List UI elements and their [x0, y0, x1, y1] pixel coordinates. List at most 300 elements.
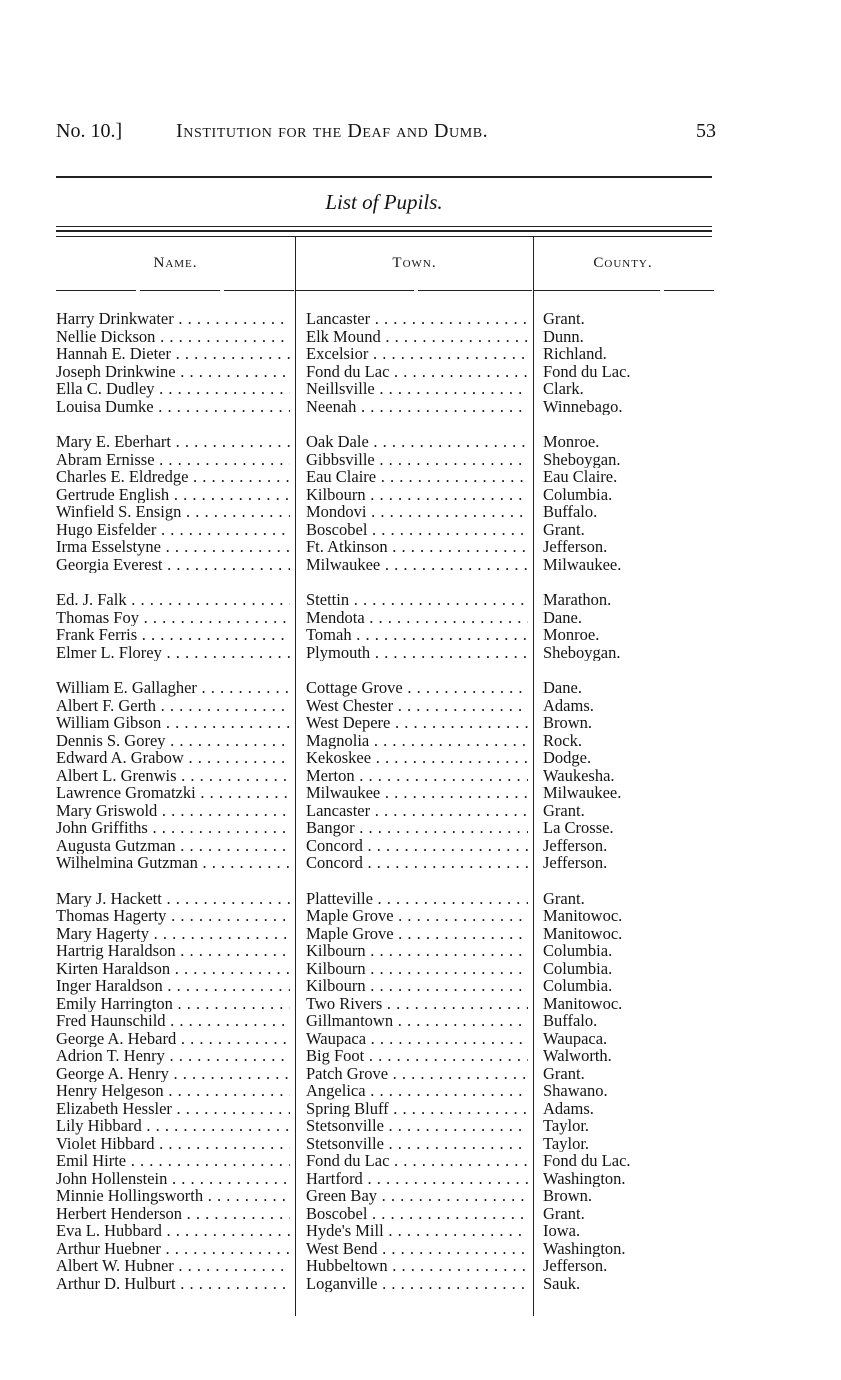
pupil-name — [56, 1222, 290, 1240]
pupil-name-text: Minnie Hollingsworth — [56, 1187, 204, 1205]
pupil-name — [56, 697, 290, 715]
table-row — [0, 1117, 841, 1135]
pupil-town — [306, 942, 528, 960]
pupil-name-text: Frank Ferris — [56, 626, 138, 644]
pupil-town-text: Milwaukee — [306, 555, 381, 573]
pupil-town-text: Concord — [306, 854, 363, 872]
header-underline — [224, 290, 294, 291]
pupil-town-text: Hartford — [306, 1169, 363, 1187]
table-row — [0, 977, 841, 995]
pupil-county-text: Columbia. — [543, 485, 613, 503]
pupil-list — [0, 310, 841, 1310]
pupil-county-text: Columbia. — [543, 959, 613, 977]
pupil-county — [543, 907, 723, 925]
pupil-town — [306, 609, 528, 627]
pupil-town — [306, 802, 528, 820]
pupil-name-text: Emily Harrington — [56, 994, 173, 1012]
table-row — [0, 538, 841, 556]
pupil-county — [543, 1030, 723, 1048]
pupil-county-text: Milwaukee. — [543, 555, 622, 573]
pupil-town-text: Hyde's Mill — [306, 1222, 384, 1240]
pupil-name-text: George A. Hebard — [56, 1029, 177, 1047]
pupil-town-text: Loganville — [306, 1274, 378, 1292]
pupil-town — [306, 1222, 528, 1240]
pupil-town — [306, 380, 528, 398]
pupil-town — [306, 890, 528, 908]
pupil-town-text: Gillmantown — [306, 1012, 394, 1030]
pupil-county-text: Clark. — [543, 380, 584, 398]
pupil-county — [543, 503, 723, 521]
pupil-town — [306, 925, 528, 943]
table-row — [0, 942, 841, 960]
pupil-county-text: Fond du Lac. — [543, 1152, 631, 1170]
pupil-town — [306, 398, 528, 416]
pupil-county — [543, 1100, 723, 1118]
pupil-town-text: Mondovi — [306, 503, 367, 521]
table-row — [0, 1187, 841, 1205]
pupil-town-text: Concord — [306, 836, 363, 854]
pupil-county-text: Taylor. — [543, 1134, 590, 1152]
pupil-name — [56, 1187, 290, 1205]
pupil-town-text: Tomah — [306, 626, 352, 644]
pupil-name-text: Arthur D. Hulburt — [56, 1274, 176, 1292]
pupil-county — [543, 468, 723, 486]
pupil-town-text: Maple Grove — [306, 907, 394, 925]
pupil-name-text: Arthur Huebner — [56, 1239, 161, 1257]
pupil-town — [306, 1030, 528, 1048]
table-row — [0, 503, 841, 521]
pupil-town-text: Kilbourn — [306, 485, 366, 503]
pupil-name-text: Mary Hagerty — [56, 924, 150, 942]
pupil-county — [543, 1152, 723, 1170]
pupil-name — [56, 1275, 290, 1293]
pupil-name — [56, 433, 290, 451]
pupil-name — [56, 1012, 290, 1030]
pupil-county-text: Monroe. — [543, 626, 600, 644]
pupil-county — [543, 1257, 723, 1275]
pupil-town-text: Big Foot — [306, 1047, 365, 1065]
pupil-name — [56, 538, 290, 556]
pupil-county — [543, 451, 723, 469]
pupil-county — [543, 1047, 723, 1065]
pupil-town-text: Excelsior — [306, 345, 369, 363]
column-header-county: County. — [593, 255, 653, 271]
pupil-town — [306, 503, 528, 521]
pupil-county-text: Manitowoc. — [543, 907, 623, 925]
pupil-county-text: Jefferson. — [543, 538, 608, 556]
pupil-town — [306, 556, 528, 574]
table-row — [0, 995, 841, 1013]
pupil-county-text: Milwaukee. — [543, 784, 622, 802]
pupil-name — [56, 784, 290, 802]
pupil-county — [543, 644, 723, 662]
pupil-town-text: West Chester — [306, 696, 394, 714]
pupil-county-text: Sheboygan. — [543, 450, 621, 468]
pupil-town — [306, 1205, 528, 1223]
pupil-county — [543, 1205, 723, 1223]
pupil-county — [543, 854, 723, 872]
pupil-town — [306, 363, 528, 381]
pupil-county — [543, 767, 723, 785]
table-row — [0, 907, 841, 925]
pupil-name-text: Fred Haunschild — [56, 1012, 166, 1030]
pupil-name — [56, 749, 290, 767]
pupil-county-text: Dane. — [543, 679, 582, 697]
pupil-county — [543, 784, 723, 802]
pupil-town — [306, 451, 528, 469]
pupil-county-text: Grant. — [543, 310, 585, 328]
pupil-town-text: Two Rivers — [306, 994, 383, 1012]
pupil-name — [56, 609, 290, 627]
pupil-town — [306, 626, 528, 644]
pupil-group — [0, 679, 841, 872]
pupil-name-text: Hannah E. Dieter — [56, 345, 171, 363]
pupil-county — [543, 1012, 723, 1030]
pupil-town — [306, 960, 528, 978]
pupil-town-text: Neillsville — [306, 380, 375, 398]
pupil-name — [56, 732, 290, 750]
pupil-county-text: Taylor. — [543, 1117, 590, 1135]
pupil-town — [306, 1152, 528, 1170]
pupil-name-text: Thomas Hagerty — [56, 907, 167, 925]
pupil-town-text: Gibbsville — [306, 450, 375, 468]
pupil-name — [56, 819, 290, 837]
table-row — [0, 732, 841, 750]
pupil-town — [306, 1170, 528, 1188]
pupil-county-text: Grant. — [543, 1064, 585, 1082]
pupil-town-text: Boscobel — [306, 1204, 368, 1222]
pupil-county — [543, 960, 723, 978]
pupil-name-text: Lily Hibbard — [56, 1117, 142, 1135]
table-row — [0, 591, 841, 609]
table-row — [0, 749, 841, 767]
pupil-group — [0, 890, 841, 1293]
pupil-name — [56, 854, 290, 872]
pupil-county-text: Grant. — [543, 801, 585, 819]
pupil-county — [543, 363, 723, 381]
pupil-town — [306, 679, 528, 697]
pupil-name-text: Harry Drinkwater — [56, 310, 174, 328]
pupil-county-text: Sauk. — [543, 1274, 581, 1292]
pupil-name-text: Kirten Haraldson — [56, 959, 171, 977]
pupil-county — [543, 521, 723, 539]
pupil-county — [543, 556, 723, 574]
pupil-county — [543, 380, 723, 398]
table-row — [0, 556, 841, 574]
pupil-name-text: William Gibson — [56, 714, 162, 732]
pupil-town-text: Merton — [306, 766, 355, 784]
pupil-county-text: Washington. — [543, 1239, 626, 1257]
pupil-town — [306, 345, 528, 363]
table-row — [0, 433, 841, 451]
pupil-name-text: Mary E. Eberhart — [56, 433, 171, 451]
pupil-county-text: Shawano. — [543, 1082, 608, 1100]
table-row — [0, 521, 841, 539]
header-underline — [418, 290, 532, 291]
pupil-county-text: Waupaca. — [543, 1029, 608, 1047]
pupil-town — [306, 767, 528, 785]
pupil-name-text: Wilhelmina Gutzman — [56, 854, 198, 872]
pupil-name-text: John Griffiths — [56, 819, 148, 837]
pupil-name — [56, 960, 290, 978]
table-row — [0, 819, 841, 837]
pupil-town-text: Fond du Lac — [306, 1152, 390, 1170]
running-title: Institution for the Deaf and Dumb. — [176, 120, 489, 142]
header-underline — [664, 290, 714, 291]
pupil-county-text: Fond du Lac. — [543, 362, 631, 380]
pupil-name-text: Charles E. Eldredge — [56, 468, 189, 486]
table-row — [0, 837, 841, 855]
pupil-county-text: Richland. — [543, 345, 607, 363]
table-row — [0, 854, 841, 872]
pupil-county — [543, 837, 723, 855]
pupil-town-text: Fond du Lac — [306, 362, 390, 380]
pupil-town — [306, 1047, 528, 1065]
pupil-name-text: Albert W. Hubner — [56, 1257, 174, 1275]
pupil-town-text: Ft. Atkinson — [306, 538, 388, 556]
pupil-name — [56, 468, 290, 486]
table-row — [0, 451, 841, 469]
pupil-county — [543, 433, 723, 451]
pupil-name — [56, 1082, 290, 1100]
pupil-name-text: Gertrude English — [56, 485, 170, 503]
table-row — [0, 1257, 841, 1275]
pupil-county — [543, 538, 723, 556]
pupil-town — [306, 995, 528, 1013]
pupil-town-text: Patch Grove — [306, 1064, 389, 1082]
pupil-town-text: Kilbourn — [306, 959, 366, 977]
pupil-town-text: Platteville — [306, 889, 373, 907]
pupil-county-text: Jefferson. — [543, 836, 608, 854]
pupil-county — [543, 398, 723, 416]
table-row — [0, 1082, 841, 1100]
table-row — [0, 363, 841, 381]
pupil-county-text: Sheboygan. — [543, 643, 621, 661]
table-row — [0, 1047, 841, 1065]
pupil-name-text: Adrion T. Henry — [56, 1047, 165, 1065]
pupil-county — [543, 1222, 723, 1240]
table-caption: List of Pupils. — [325, 190, 443, 214]
pupil-county — [543, 697, 723, 715]
pupil-county — [543, 1170, 723, 1188]
pupil-name — [56, 1030, 290, 1048]
pupil-town-text: Eau Claire — [306, 468, 377, 486]
pupil-name — [56, 802, 290, 820]
pupil-county-text: Jefferson. — [543, 1257, 608, 1275]
pupil-town — [306, 521, 528, 539]
pupil-name-text: Winfield S. Ensign — [56, 503, 182, 521]
table-row — [0, 1135, 841, 1153]
table-top-rule-lower — [56, 236, 712, 237]
table-row — [0, 802, 841, 820]
pupil-name-text: Ella C. Dudley — [56, 380, 155, 398]
pupil-town — [306, 433, 528, 451]
pupil-county-text: Brown. — [543, 1187, 593, 1205]
pupil-town — [306, 1117, 528, 1135]
pupil-name — [56, 925, 290, 943]
table-top-rule-thin — [56, 226, 712, 227]
pupil-name — [56, 328, 290, 346]
pupil-county-text: Grant. — [543, 520, 585, 538]
pupil-name — [56, 995, 290, 1013]
pupil-county-text: Adams. — [543, 1099, 594, 1117]
pupil-name-text: John Hollenstein — [56, 1169, 168, 1187]
pupil-town — [306, 1100, 528, 1118]
pupil-town — [306, 819, 528, 837]
table-row — [0, 679, 841, 697]
pupil-name-text: Georgia Everest — [56, 555, 163, 573]
pupil-town-text: West Depere — [306, 714, 391, 732]
table-row — [0, 1012, 841, 1030]
pupil-town-text: Neenah — [306, 397, 357, 415]
pupil-town-text: Stetsonville — [306, 1117, 384, 1135]
pupil-town-text: Plymouth — [306, 643, 371, 661]
pupil-name-text: George A. Henry — [56, 1064, 169, 1082]
pupil-county — [543, 328, 723, 346]
pupil-county — [543, 310, 723, 328]
pupil-town — [306, 1187, 528, 1205]
pupil-town-text: Magnolia — [306, 731, 370, 749]
pupil-name-text: Lawrence Gromatzki — [56, 784, 196, 802]
pupil-name-text: Mary Griswold — [56, 801, 158, 819]
pupil-town — [306, 1257, 528, 1275]
pupil-county — [543, 802, 723, 820]
pupil-county-text: Iowa. — [543, 1222, 581, 1240]
pupil-town — [306, 907, 528, 925]
header-underline — [56, 290, 136, 291]
pupil-town-text: Mendota — [306, 608, 365, 626]
pupil-county — [543, 486, 723, 504]
pupil-name-text: Abram Ernisse — [56, 450, 155, 468]
running-header — [56, 120, 716, 148]
pupil-name — [56, 679, 290, 697]
pupil-town-text: Elk Mound — [306, 327, 381, 345]
pupil-county-text: Walworth. — [543, 1047, 612, 1065]
pupil-name-text: Emil Hirte — [56, 1152, 127, 1170]
pupil-town — [306, 1082, 528, 1100]
pupil-town — [306, 538, 528, 556]
pupil-county-text: Eau Claire. — [543, 468, 618, 486]
table-row — [0, 468, 841, 486]
table-top-rule-thick — [56, 230, 712, 232]
pupil-name — [56, 1065, 290, 1083]
pupil-county — [543, 1240, 723, 1258]
table-row — [0, 767, 841, 785]
pupil-town — [306, 486, 528, 504]
table-row — [0, 1275, 841, 1293]
table-row — [0, 328, 841, 346]
pupil-county-text: Waukesha. — [543, 766, 615, 784]
pupil-name — [56, 890, 290, 908]
pupil-name-text: Louisa Dumke — [56, 397, 154, 415]
pupil-county — [543, 609, 723, 627]
pupil-county — [543, 1082, 723, 1100]
pupil-county-text: Columbia. — [543, 977, 613, 995]
pupil-town-text: Stetsonville — [306, 1134, 384, 1152]
pupil-name — [56, 1240, 290, 1258]
pupil-town-text: Lancaster — [306, 801, 371, 819]
table-row — [0, 380, 841, 398]
table-row — [0, 644, 841, 662]
pupil-town — [306, 328, 528, 346]
pupil-name — [56, 451, 290, 469]
pupil-name — [56, 626, 290, 644]
pupil-town-text: Kekoskee — [306, 749, 372, 767]
pupil-name — [56, 380, 290, 398]
table-row — [0, 398, 841, 416]
pupil-town-text: Bangor — [306, 819, 355, 837]
pupil-county-text: Grant. — [543, 889, 585, 907]
pupil-name-text: Thomas Foy — [56, 608, 139, 626]
pupil-name — [56, 1170, 290, 1188]
pupil-name-text: Violet Hibbard — [56, 1134, 155, 1152]
table-row — [0, 626, 841, 644]
pupil-county-text: Winnebago. — [543, 397, 623, 415]
table-row — [0, 1065, 841, 1083]
pupil-name — [56, 714, 290, 732]
pupil-name-text: Albert F. Gerth — [56, 696, 156, 714]
pupil-name — [56, 767, 290, 785]
pupil-town-text: Angelica — [306, 1082, 366, 1100]
pupil-town — [306, 732, 528, 750]
pupil-town-text: West Bend — [306, 1239, 378, 1257]
header-underline — [534, 290, 660, 291]
pupil-name-text: Elizabeth Hessler — [56, 1099, 172, 1117]
pupil-town-text: Lancaster — [306, 310, 371, 328]
pupil-name — [56, 591, 290, 609]
pupil-name-text: Irma Esselstyne — [56, 538, 161, 556]
pupil-county — [543, 1275, 723, 1293]
pupil-name — [56, 363, 290, 381]
pupil-name — [56, 1135, 290, 1153]
pupil-name — [56, 644, 290, 662]
pupil-name — [56, 977, 290, 995]
header-underline — [296, 290, 414, 291]
pupil-town — [306, 854, 528, 872]
pupil-name-text: Inger Haraldson — [56, 977, 163, 995]
table-row — [0, 1100, 841, 1118]
pupil-name — [56, 1047, 290, 1065]
pupil-town — [306, 644, 528, 662]
pupil-name — [56, 345, 290, 363]
pupil-county — [543, 925, 723, 943]
pupil-county-text: Marathon. — [543, 591, 612, 609]
table-row — [0, 486, 841, 504]
pupil-town — [306, 1065, 528, 1083]
pupil-name-text: Henry Helgeson — [56, 1082, 164, 1100]
pupil-name-text: Dennis S. Gorey — [56, 731, 166, 749]
pupil-name — [56, 310, 290, 328]
pupil-name — [56, 521, 290, 539]
pupil-name — [56, 907, 290, 925]
pupil-county-text: Grant. — [543, 1204, 585, 1222]
pupil-county — [543, 679, 723, 697]
pupil-county — [543, 749, 723, 767]
pupil-town-text: Oak Dale — [306, 433, 369, 451]
table-row — [0, 609, 841, 627]
pupil-town-text: Boscobel — [306, 520, 368, 538]
pupil-county — [543, 1135, 723, 1153]
pupil-town — [306, 1240, 528, 1258]
document-number: No. 10.] — [56, 120, 123, 142]
pupil-name — [56, 398, 290, 416]
pupil-town-text: Stettin — [306, 591, 350, 609]
pupil-town — [306, 784, 528, 802]
table-row — [0, 1152, 841, 1170]
pupil-county-text: Dodge. — [543, 749, 592, 767]
pupil-county-text: La Crosse. — [543, 819, 614, 837]
pupil-name-text: William E. Gallagher — [56, 679, 197, 697]
